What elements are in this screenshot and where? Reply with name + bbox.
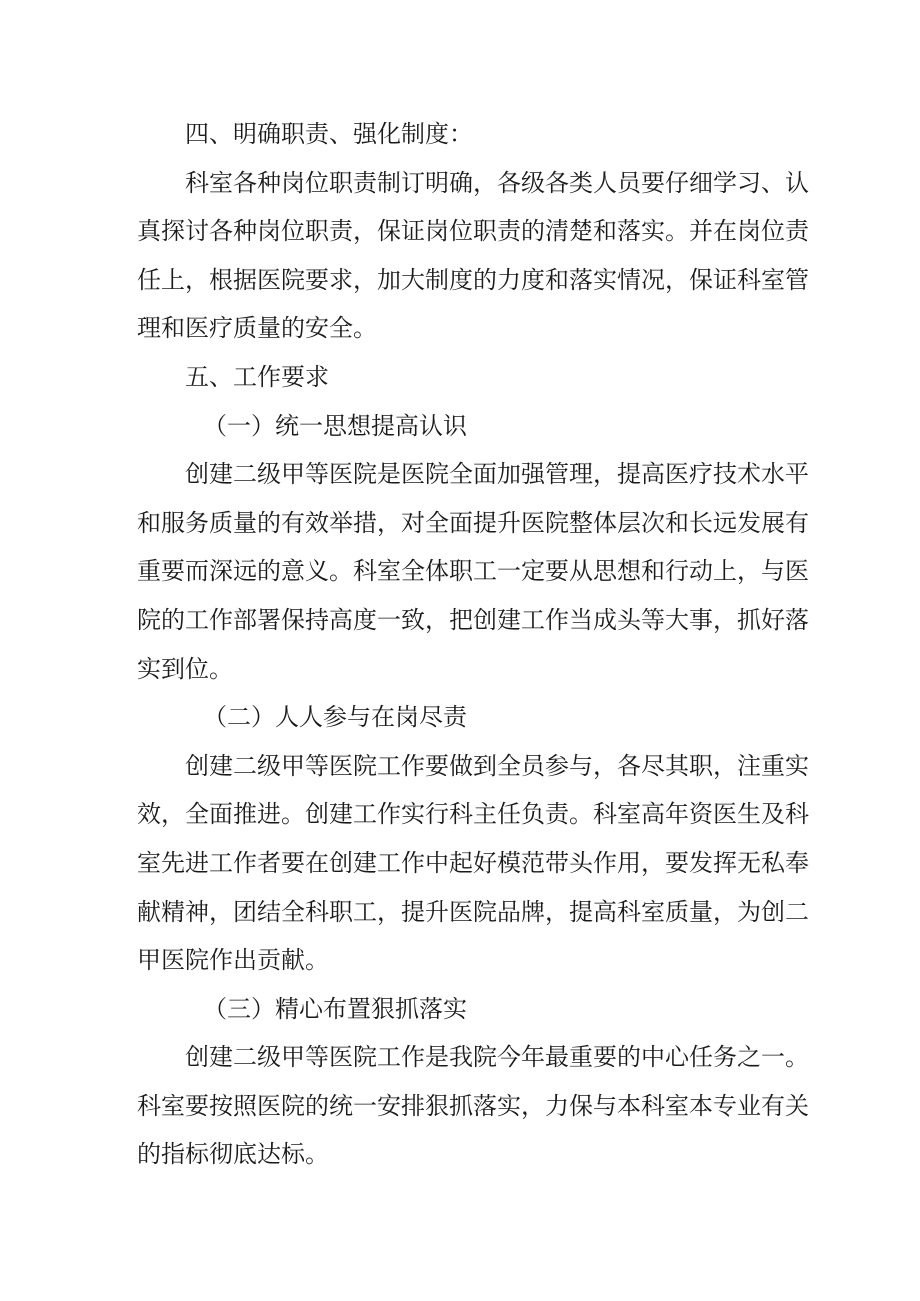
paragraph-line: 献 精 神 ， 团 结 全 科 职 工 ， 提 升 医 院 品 牌 ， 提 高 科 室 质 量 ， 为 创 二 [137,897,809,926]
paragraph-line: 院 的 工 作 部 署 保 持 高 度 一 致 ， 把 创 建 工 作 当 成 头 等 大 事 ， 抓 好 落 [137,605,809,634]
paragraph-line: 和 服 务 质 量 的 有 效 举 措 ， 对 全 面 提 升 医 院 整 体 层 次 和 长 远 发 展 有 [137,508,809,537]
subsection-3-title: （三）精心布置狠抓落实 [203,994,467,1023]
paragraph-line: 室 先 进 工 作 者 要 在 创 建 工 作 中 起 好 模 范 带 头 作 用 ， 要 发 挥 无 私 奉 [137,848,809,877]
subsection-2-title: （二）人人参与在岗尽责 [203,703,467,732]
paragraph-line: 的指标彻底达标。 [137,1140,329,1169]
paragraph-line: 创 建 二 级 甲 等 医 院 工 作 要 做 到 全 员 参 与 ， 各 尽 其 职 ， 注 重 实 [185,751,809,780]
paragraph-line: 重 要 而 深 远 的 意 义 。 科 室 全 体 职 工 一 定 要 从 思 想 和 行 动 上 ， 与 医 [137,557,809,586]
paragraph-line: 效 ， 全 面 推 进 。 创 建 工 作 实 行 科 主 任 负 责 。 科 室 高 年 资 医 生 及 科 [137,800,809,829]
paragraph-line: 任 上 ， 根 据 医 院 要 求 ， 加 大 制 度 的 力 度 和 落 实 情 况 ， 保 证 科 室 管 [137,265,809,294]
paragraph-line: 甲医院作出贡献。 [137,946,329,975]
paragraph-line: 科 室 要 按 照 医 院 的 统 一 安 排 狠 抓 落 实 ， 力 保 与 本 科 室 本 专 业 有 关 [137,1091,809,1120]
section-4-heading: 四、明确职责、强化制度： [185,120,473,148]
section-5-heading: 五、工作要求 [185,362,329,391]
paragraph-line: 科 室 各 种 岗 位 职 责 制 订 明 确 ， 各 级 各 类 人 员 要 仔 细 学 习 、 认 [185,168,809,197]
paragraph-line: 创 建 二 级 甲 等 医 院 工 作 是 我 院 今 年 最 重 要 的 中 心 任 务 之 一 。 [185,1043,809,1072]
subsection-1-title: （一）统一思想提高认识 [203,411,467,440]
document-body [137,110,809,1179]
paragraph-line: 创 建 二 级 甲 等 医 院 是 医 院 全 面 加 强 管 理 ， 提 高 医 疗 技 术 水 平 [185,460,809,489]
paragraph-line: 实到位。 [137,654,233,683]
paragraph-line: 理和医疗质量的安全。 [137,314,377,343]
paragraph-line: 真 探 讨 各 种 岗 位 职 责 ， 保 证 岗 位 职 责 的 清 楚 和 落 实 。 并 在 岗 位 责 [137,217,809,246]
